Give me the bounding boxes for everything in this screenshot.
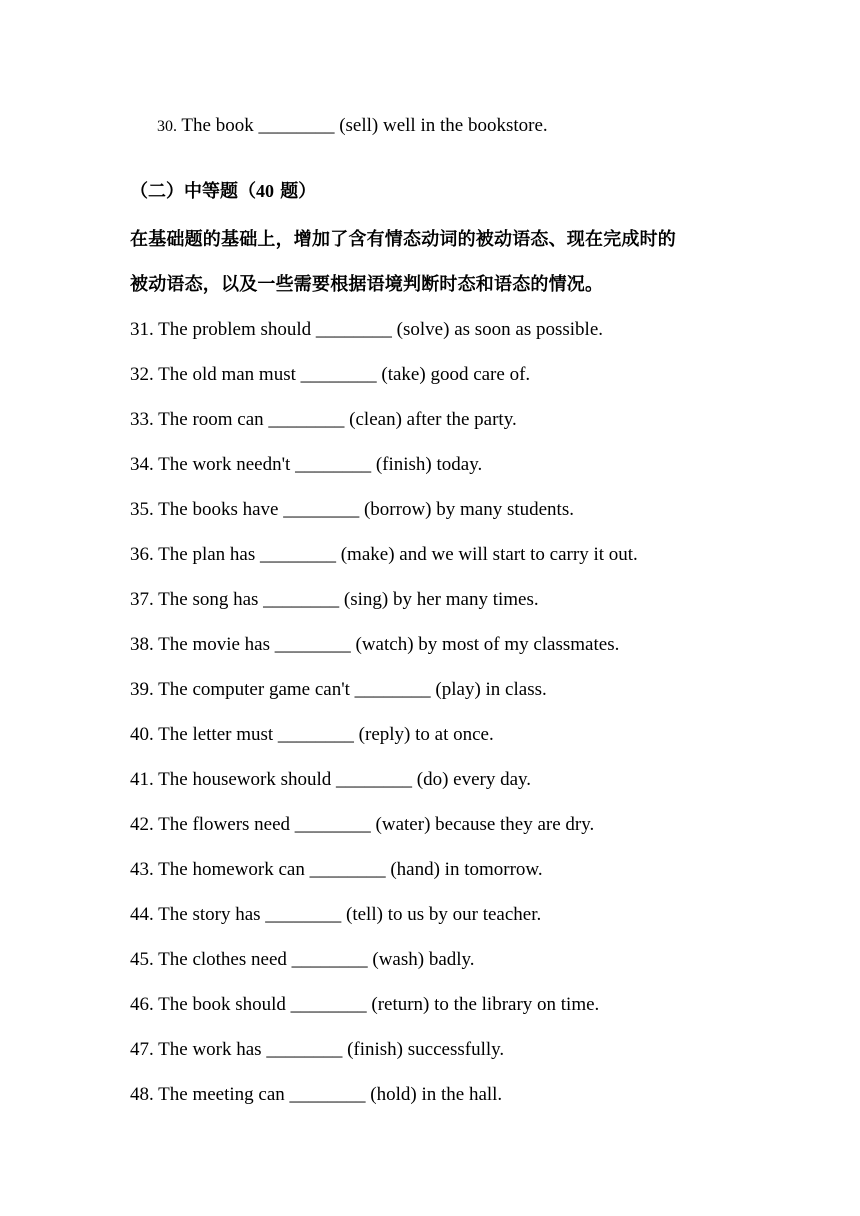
section-intro-line-2: 被动语态，以及一些需要根据语境判断时态和语态的情况。 (130, 274, 604, 295)
question-32: 32. The old man must ________ (take) good care of. (130, 364, 531, 385)
question-48: 48. The meeting can ________ (hold) in the hall. (130, 1084, 503, 1105)
question-43: 43. The homework can ________ (hand) in tomorrow. (130, 859, 543, 880)
question-40: 40. The letter must ________ (reply) to at once. (130, 724, 494, 745)
question-45: 45. The clothes need ________ (wash) badly. (130, 949, 475, 970)
section-intro-line-1: 在基础题的基础上，增加了含有情态动词的被动语态、现在完成时的 (130, 229, 676, 250)
section-title-prefix: （二）中等题（ (130, 181, 256, 202)
question-47: 47. The work has ________ (finish) successfully. (130, 1039, 505, 1060)
question-41: 41. The housework should ________ (do) every day. (130, 769, 532, 790)
question-44: 44. The story has ________ (tell) to us by our teacher. (130, 904, 542, 925)
question-42: 42. The flowers need ________ (water) because they are dry. (130, 814, 595, 835)
question-number: 30. (157, 118, 177, 135)
section-question-count: 40 (256, 181, 274, 201)
question-31: 31. The problem should ________ (solve) as soon as possible. (130, 319, 604, 340)
question-39: 39. The computer game can't ________ (play) in class. (130, 679, 547, 700)
question-30 (157, 114, 548, 139)
question-35: 35. The books have ________ (borrow) by many students. (130, 499, 574, 520)
question-38: 38. The movie has ________ (watch) by most of my classmates. (130, 634, 620, 655)
question-33: 33. The room can ________ (clean) after the party. (130, 409, 517, 430)
question-36: 36. The plan has ________ (make) and we will start to carry it out. (130, 544, 638, 565)
question-37: 37. The song has ________ (sing) by her many times. (130, 589, 539, 610)
section-title-suffix: 题） (274, 181, 317, 202)
section-title (130, 178, 316, 205)
question-46: 46. The book should ________ (return) to the library on time. (130, 994, 600, 1015)
question-34: 34. The work needn't ________ (finish) today. (130, 454, 483, 475)
question-text: The book ________ (sell) well in the bookstore. (181, 115, 548, 136)
